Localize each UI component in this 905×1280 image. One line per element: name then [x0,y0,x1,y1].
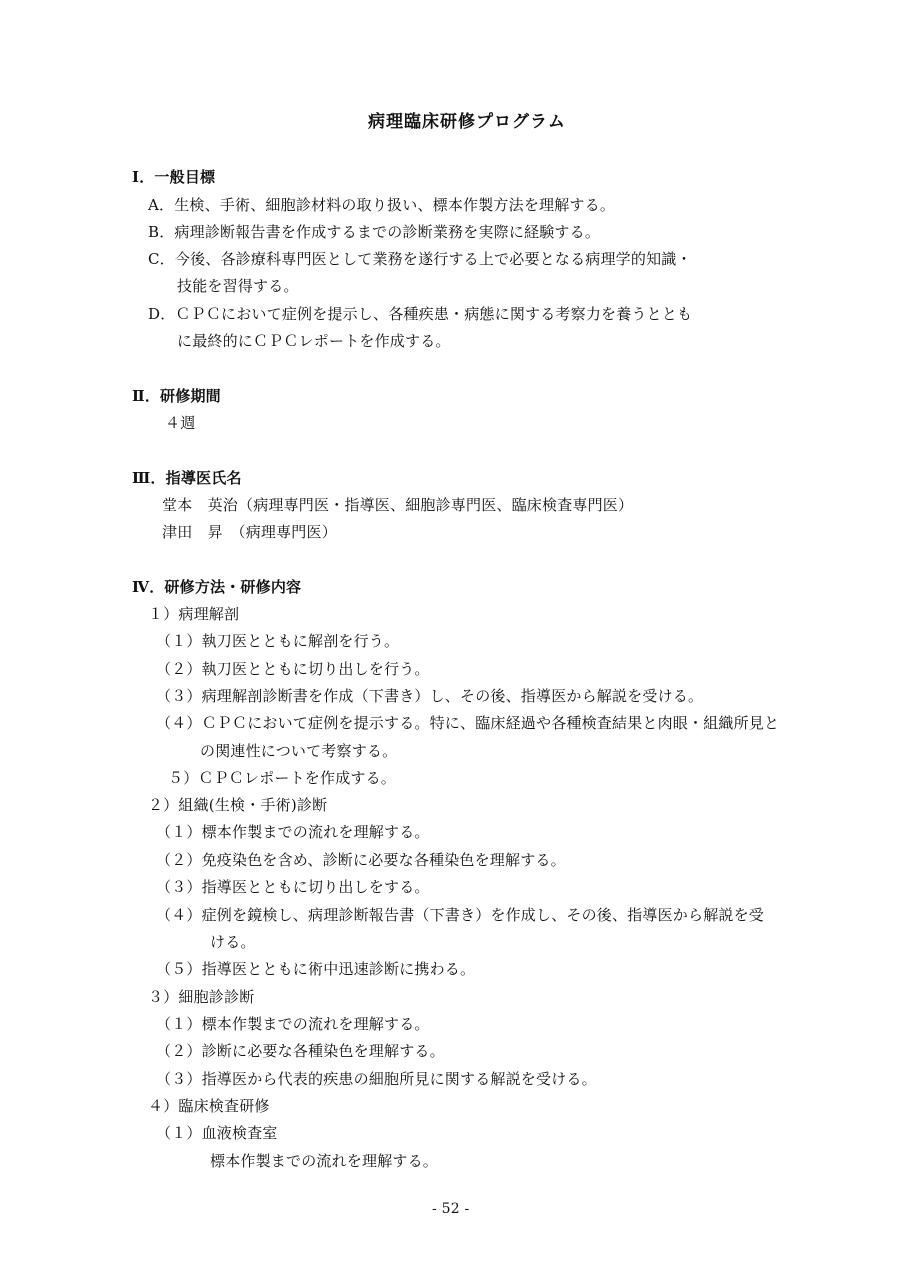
histology-item-1: （１）標本作製までの流れを理解する。 [156,823,430,841]
group-clinical-lab: ４）臨床検査研修 [148,1097,270,1115]
histology-item-5: （５）指導医とともに術中迅速診断に携わる。 [156,960,476,978]
histology-item-4-line1: （４）症例を鏡検し、病理診断報告書（下書き）を作成し、その後、指導医から解説を受 [156,906,765,924]
goal-d-line2: に最終的にＣＰＣレポートを作成する。 [177,332,451,350]
page-title: 病理臨床研修プログラム [368,112,566,132]
cytology-item-2: （２）診断に必要な各種染色を理解する。 [156,1042,445,1060]
histology-item-4-line2: ける。 [210,933,256,951]
supervisor-2: 津田 昇 （病理専門医） [162,523,337,541]
cytology-item-1: （１）標本作製までの流れを理解する。 [156,1015,430,1033]
autopsy-item-2: （２）執刀医とともに切り出しを行う。 [156,660,430,678]
autopsy-item-1: （１）執刀医とともに解剖を行う。 [156,632,400,650]
autopsy-item-4-line1: （４）ＣＰＣにおいて症例を提示する。特に、臨床経過や各種検査結果と肉眼・組織所見と [156,714,780,732]
autopsy-item-4-line2: の関連性について考察する。 [200,742,398,760]
page-number: - 52 - [432,1201,470,1217]
clinical-lab-item-1-detail: 標本作製までの流れを理解する。 [210,1152,439,1170]
histology-item-2: （２）免疫染色を含め、診断に必要な各種染色を理解する。 [156,851,566,869]
section-heading-methods: Ⅳ．研修方法・研修内容 [132,578,302,596]
section-heading-supervisors: Ⅲ．指導医氏名 [132,469,242,487]
training-period: ４週 [165,414,196,432]
group-cytology: ３）細胞診診断 [148,988,255,1006]
histology-item-3: （３）指導医とともに切り出しをする。 [156,878,430,896]
cytology-item-3: （３）指導医から代表的疾患の細胞所見に関する解説を受ける。 [156,1070,597,1088]
goal-d-line1: D．ＣＰＣにおいて症例を提示し、各種疾患・病態に関する考察力を養うととも [148,305,693,323]
supervisor-1: 堂本 英治（病理専門医・指導医、細胞診専門医、臨床検査専門医） [162,496,634,514]
section-heading-period: Ⅱ．研修期間 [132,387,221,405]
goal-a: A．生検、手術、細胞診材料の取り扱い、標本作製方法を理解する。 [148,196,616,214]
group-histology: ２）組織(生検・手術)診断 [148,796,328,814]
autopsy-item-5: ５）ＣＰＣレポートを作成する。 [168,769,397,787]
group-autopsy: １）病理解剖 [148,605,240,623]
section-heading-goals: Ⅰ．一般目標 [132,168,216,186]
goal-c-line1: C．今後、各診療科専門医として業務を遂行する上で必要となる病理学的知識・ [148,250,692,268]
autopsy-item-3: （３）病理解剖診断書を作成（下書き）し、その後、指導医から解説を受ける。 [156,687,704,705]
goal-c-line2: 技能を習得する。 [177,277,299,295]
clinical-lab-item-1: （１）血液検査室 [156,1124,278,1142]
goal-b: B．病理診断報告書を作成するまでの診断業務を実際に経験する。 [148,223,601,241]
